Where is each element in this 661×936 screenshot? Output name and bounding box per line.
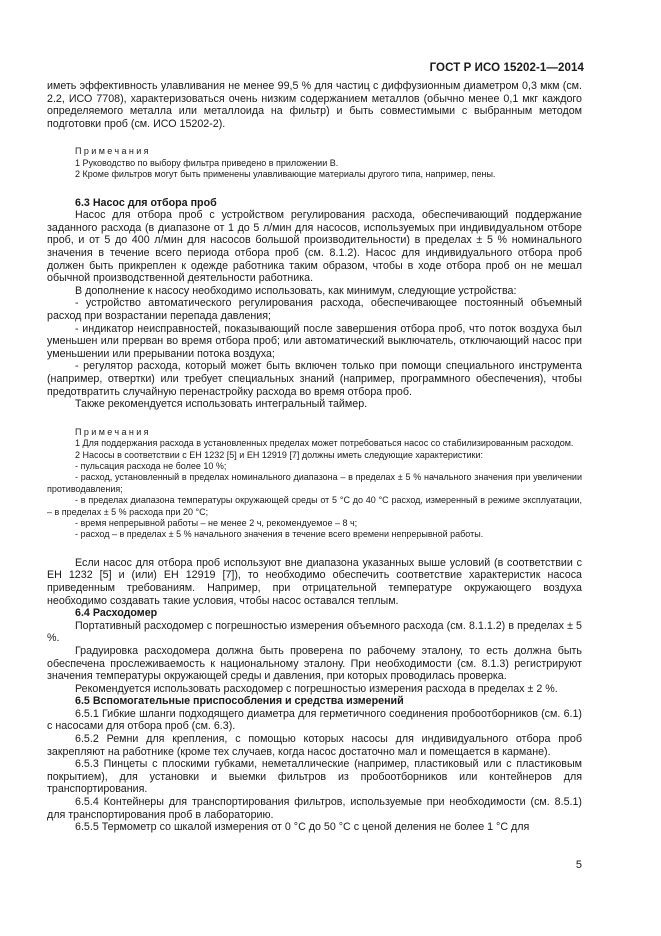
- note-item: 2 Кроме фильтров могут быть применены улавливающие материалы другого типа, например, пены.: [75, 169, 496, 180]
- note-detail: - расход, установленный в пределах номинального диапазона – в пределах ± 5 % начального значения при увеличении противодавления;: [47, 472, 582, 494]
- section-title-6-4: 6.4 Расходомер: [75, 607, 158, 620]
- paragraph: 6.5.3 Пинцеты с плоскими губками, неметаллические (например, пластиковый или с пластиковым покрытием), для установки и выемки фильтров из пробоотборников или контейнеров для транспортирования.: [47, 758, 582, 796]
- list-item: - индикатор неисправностей, показывающий после завершения отбора проб, что поток воздуха был уменьшен или прерван во время отбора проб; или автоматический выключатель, отключающий насос при уменьшении или прерывании потока воздуха;: [47, 322, 582, 360]
- section-title-6-3: 6.3 Насос для отбора проб: [75, 196, 217, 209]
- paragraph: Рекомендуется использовать расходомер с погрешностью измерения расхода в пределах ± 2 %.: [75, 682, 558, 695]
- paragraph: Также рекомендуется использовать интегральный таймер.: [75, 398, 368, 411]
- note-item: 1 Для поддержания расхода в установленных пределах может потребоваться насос со стабилизированным расходом.: [75, 438, 574, 449]
- document-header: ГОСТ Р ИСО 15202-1—2014: [429, 62, 584, 74]
- paragraph: В дополнение к насосу необходимо использовать, как минимум, следующие устройства:: [75, 284, 517, 297]
- list-item: - устройство автоматического регулирования расхода, обеспечивающее постоянный объемный расход при возрастании перепада давления;: [47, 297, 582, 322]
- notes-title: Примечания: [75, 146, 151, 157]
- note-detail: - в пределах диапазона температуры окружающей среды от 5 °C до 40 °C расход, измеренный в режиме эксплуатации, – в пределах ± 5 % расхода при 20 °C;: [47, 495, 582, 517]
- paragraph: Портативный расходомер с погрешностью измерения объемного расхода (см. 8.1.1.2) в пределах ± 5 %.: [47, 619, 582, 645]
- paragraph: 6.5.2 Ремни для крепления, с помощью которых насосы для индивидуального отбора проб закрепляют на работнике (кроме тех случаев, когда насос достаточно мал и помещается в кармане).: [47, 733, 582, 758]
- paragraph: Если насос для отбора проб используют вне диапазона указанных выше условий (в соответствии с ЕН 1232 [5] и (или) ЕН 12919 [7]), то необходимо обеспечить соответствие характеристик насоса приведенным требованиям. Например, при отрицательной температуре окружающего воздуха необходимо создавать такие условия, чтобы насос оставался теплым.: [47, 556, 582, 607]
- page-content: [47, 80, 582, 834]
- note-detail: - время непрерывной работы – не менее 2 ч, рекомендуемое – 8 ч;: [75, 517, 358, 528]
- paragraph: Насос для отбора проб с устройством регулирования расхода, обеспечивающий поддержание заданного расхода (в диапазоне от 1 до 5 л/мин для насосов, используемых при индивидуальном отборе проб, и от 5 до 400 л/мин для насосов большой производительности) в пределах ± 5 % номинального значения в течение всего периода отбора проб (см. 8.1.2). Насос для индивидуального отбора проб должен быть прикреплен к одежде работника таким образом, чтобы в ходе отбора проб он не мешал обычной производственной деятельности работника.: [47, 209, 582, 285]
- notes-title: Примечания: [75, 426, 151, 437]
- paragraph: 6.5.1 Гибкие шланги подходящего диаметра для герметичного соединения пробоотборников (см. 6.1) с насосами для отбора проб (см. 6.3).: [47, 707, 582, 733]
- note-detail: - расход – в пределах ± 5 % начального значения в течение всего времени непрерывной работы.: [75, 529, 484, 540]
- intro-paragraph: иметь эффективность улавливания не менее 99,5 % для частиц с диффузионным диаметром 0,3 мкм (см. 2.2, ИСО 7708), характеризоваться очень низким содержанием металлов (обычно менее 0,1 мкг каждого определяемого металла или металлоида на фильтр) и быть совместимыми с выбранным методом подготовки проб (см. ИСО 15202-2).: [47, 80, 582, 130]
- paragraph: 6.5.4 Контейнеры для транспортирования фильтров, используемые при необходимости (см. 8.5.1) для транспортирования проб в лабораторию.: [47, 796, 582, 821]
- section-title-6-5: 6.5 Вспомогательные приспособления и средства измерений: [75, 695, 404, 708]
- note-item: 2 Насосы в соответствии с ЕН 1232 [5] и ЕН 12919 [7] должны иметь следующие характеристики:: [75, 449, 483, 460]
- note-item: 1 Руководство по выбору фильтра приведено в приложении В.: [75, 157, 339, 168]
- note-detail: - пульсация расхода не более 10 %;: [75, 460, 227, 471]
- notes-block-1: [47, 146, 582, 180]
- paragraph: 6.5.5 Термометр со шкалой измерения от 0 °С до 50 °С с ценой деления не более 1 °С для: [75, 821, 530, 834]
- notes-block-2: [47, 427, 582, 541]
- paragraph: Градуировка расходомера должна быть проверена по рабочему эталону, то есть должна быть обеспечена прослеживаемость к национальному эталону. При необходимости (см. 8.1.3) регистрируют значения температуры окружающей среды и давления, при которых проводилась проверка.: [47, 644, 582, 683]
- page-number: 5: [575, 859, 582, 871]
- list-item: - регулятор расхода, который может быть включен только при помощи специального инструмента (например, отвертки) или требует специальных знаний (например, программного обеспечения), чтобы предотвратить случайную перенастройку расхода во время отбора проб.: [47, 360, 582, 398]
